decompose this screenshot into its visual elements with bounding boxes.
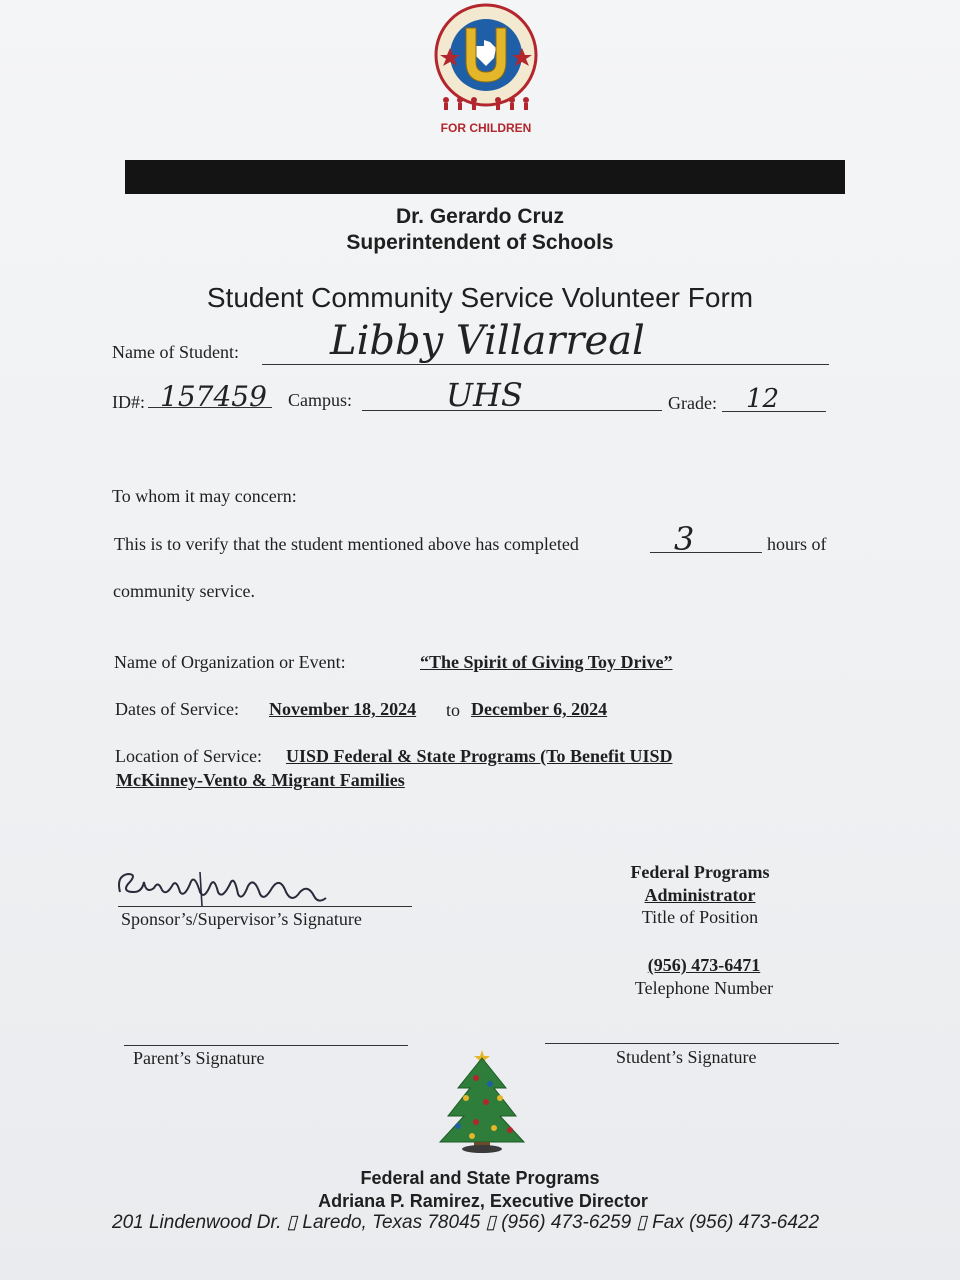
position-block: [600, 862, 800, 928]
bleed-through-text: [258, 26, 269, 71]
location-label: Location of Service:: [115, 746, 262, 766]
date-from: November 18, 2024: [269, 699, 417, 719]
campus-label: Campus:: [288, 390, 353, 410]
student-signature-line: [545, 1043, 839, 1044]
dates-label: Dates of Service:: [115, 699, 239, 719]
location-line1: UISD Federal & State Programs (To Benefit UISD: [286, 746, 673, 766]
sponsor-signature-label: Sponsor’s/Supervisor’s Signature: [121, 909, 362, 929]
dates-to-text: to: [446, 700, 461, 720]
organization-label: Name of Organization or Event:: [114, 652, 346, 672]
phone-label: Telephone Number: [634, 978, 774, 998]
sponsor-signature-line: [118, 906, 412, 907]
organization-value: “The Spirit of Giving Toy Drive”: [420, 652, 673, 672]
id-value[interactable]: 157459: [160, 380, 267, 413]
form-title: Student Community Service Volunteer Form: [206, 282, 754, 313]
campus-value[interactable]: UHS: [446, 376, 523, 414]
footer-address: 201 Lindenwood Dr. ▯ Laredo, Texas 78045 ▯ (956) 473-6259 ▯ Fax (956) 473-6422: [112, 1212, 820, 1233]
position-line2: Administrator: [644, 885, 756, 905]
superintendent-name: Dr. Gerardo Cruz: [395, 205, 565, 228]
location-line2: McKinney-Vento & Migrant Families: [116, 770, 405, 790]
salutation: To whom it may concern:: [112, 486, 297, 506]
superintendent-title: Superintendent of Schools: [346, 231, 614, 254]
header-bar: [125, 160, 845, 194]
footer-department: Federal and State Programs: [360, 1168, 600, 1188]
parent-signature-line: [124, 1045, 408, 1046]
student-signature-label: Student’s Signature: [616, 1047, 757, 1067]
grade-value[interactable]: 12: [746, 384, 780, 414]
district-logo: [424, 0, 548, 140]
position-line1: Federal Programs: [630, 862, 770, 882]
verify-text: This is to verify that the student mentioned above has completed: [114, 534, 579, 554]
christmas-tree-icon: [436, 1046, 528, 1154]
student-name-value[interactable]: Libby Villarreal: [330, 318, 645, 364]
position-label: Title of Position: [641, 907, 759, 927]
phone-block: [604, 955, 804, 999]
footer-director: Adriana P. Ramirez, Executive Director: [318, 1191, 648, 1211]
logo-tagline: FOR CHILDREN: [440, 121, 532, 135]
sponsor-signature[interactable]: [114, 862, 354, 912]
id-label: ID#:: [112, 392, 145, 412]
hours-value[interactable]: 3: [674, 520, 695, 558]
student-name-label: Name of Student:: [112, 342, 239, 362]
date-to: December 6, 2024: [471, 699, 608, 719]
hours-line: [650, 552, 762, 553]
parent-signature-label: Parent’s Signature: [133, 1048, 265, 1068]
student-name-line: [262, 364, 829, 365]
community-service-text: community service.: [113, 581, 255, 601]
hours-of-text: hours of: [767, 534, 827, 554]
grade-label: Grade:: [668, 393, 717, 413]
phone-value: (956) 473-6471: [647, 955, 761, 975]
